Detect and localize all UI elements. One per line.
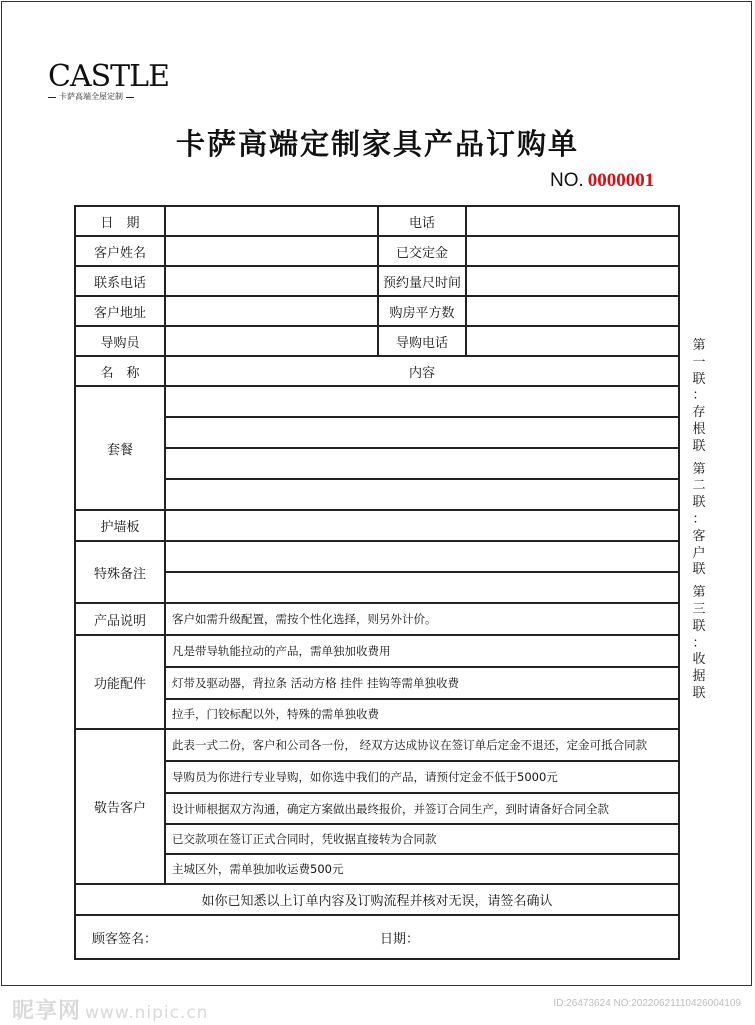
- salesperson-phone-field[interactable]: [467, 327, 678, 355]
- package-line-4[interactable]: [166, 480, 678, 509]
- order-number: [550, 170, 654, 192]
- house-area-field[interactable]: [467, 297, 678, 325]
- copy-labels: [689, 338, 709, 703]
- salesperson-label: 导购员: [100, 335, 140, 351]
- copy-label-first: 第 一 联 ： 存 根 联: [692, 338, 706, 454]
- deposit-paid-label: 已交定金: [395, 245, 448, 261]
- customer-notice-line: 已交款项在签订正式合同时，凭收据直接转为合同款: [172, 832, 437, 846]
- watermark-site: [12, 994, 208, 1025]
- order-number-value: 0000001: [587, 170, 655, 191]
- customer-address-field[interactable]: [166, 297, 377, 325]
- phone-field[interactable]: [467, 207, 678, 235]
- package-label: 套餐: [106, 442, 133, 458]
- contact-phone-field[interactable]: [166, 267, 377, 295]
- order-form-table: [74, 205, 680, 960]
- customer-name-field[interactable]: [166, 237, 377, 265]
- confirmation-text: 如你已知悉以上订单内容及订购流程并核对无误，请签名确认: [201, 894, 553, 909]
- page-title: 卡萨高端定制家具产品订购单: [175, 127, 579, 161]
- contact-phone-label: 联系电话: [93, 275, 146, 291]
- date-label: 日 期: [100, 215, 140, 231]
- watermark-id: ID:26473624 NO:20220621110426004109: [553, 998, 741, 1009]
- copy-label-third: 第 三 联 ： 收 据 联: [692, 585, 706, 701]
- phone-label: 电话: [408, 215, 435, 231]
- wall-panel-label: 护墙板: [100, 520, 140, 535]
- date-field[interactable]: [166, 207, 377, 235]
- customer-name-label: 客户姓名: [93, 245, 146, 261]
- watermark-site-name: 昵享网: [12, 999, 82, 1024]
- special-notes-label: 特殊备注: [93, 566, 146, 582]
- watermark-site-url: www.nipic.cn: [85, 1003, 209, 1023]
- house-area-label: 购房平方数: [389, 305, 455, 321]
- measure-time-label: 预约量尺时间: [382, 275, 461, 291]
- measure-time-field[interactable]: [467, 267, 678, 295]
- function-parts-label: 功能配件: [93, 676, 146, 692]
- wall-panel-field[interactable]: [166, 511, 678, 540]
- package-line-3[interactable]: [166, 449, 678, 478]
- customer-signature-field[interactable]: [176, 916, 366, 958]
- customer-signature-label: 顾客签名：: [92, 931, 158, 947]
- signature-date-field[interactable]: [428, 916, 668, 958]
- customer-notice-line: 此表一式二份，客户和公司各一份， 经双方达成协议在签订单后定金不退还，定金可抵合同款: [172, 738, 648, 752]
- customer-notice-label: 敬告客户: [93, 801, 146, 816]
- order-number-label: NO.: [550, 170, 584, 191]
- special-notes-line-1[interactable]: [166, 542, 678, 571]
- salesperson-field[interactable]: [166, 327, 377, 355]
- product-description-label: 产品说明: [93, 613, 146, 629]
- product-description-text: 客户如需升级配置，需按个性化选择，则另外计价。: [172, 612, 437, 626]
- package-line-1[interactable]: [166, 387, 678, 416]
- function-parts-line: 拉手，门铰标配以外，特殊的需单独收费: [172, 707, 379, 721]
- special-notes-line-2[interactable]: [166, 573, 678, 602]
- package-line-2[interactable]: [166, 418, 678, 447]
- function-parts-line: 灯带及驱动器，背拉条 活动方格 挂件 挂钩等需单独收费: [172, 676, 459, 690]
- customer-notice-line: 主城区外，需单独加收运费500元: [172, 862, 344, 876]
- copy-label-second: 第 二 联 ： 客 户 联: [692, 461, 706, 578]
- name-column-header: 名 称: [100, 365, 140, 381]
- signature-date-label: 日期：: [380, 931, 420, 947]
- customer-notice-line: 导购员为你进行专业导购，如你选中我们的产品，请预付定金不低于5000元: [172, 770, 558, 784]
- function-parts-line: 凡是带导轨能拉动的产品，需单独加收费用: [172, 644, 391, 658]
- content-column-header: 内容: [408, 365, 435, 381]
- customer-address-label: 客户地址: [93, 305, 146, 321]
- logo-subtitle: 卡萨高端全屋定制: [48, 92, 158, 102]
- salesperson-phone-label: 导购电话: [395, 335, 448, 351]
- customer-notice-line: 设计师根据双方沟通，确定方案做出最终报价，并签订合同生产，到时请备好合同全款: [172, 801, 609, 816]
- castle-logo: [48, 59, 170, 102]
- logo-text: CASTLE: [48, 59, 170, 94]
- deposit-paid-field[interactable]: [467, 237, 678, 265]
- copy-labels-text: [689, 338, 709, 703]
